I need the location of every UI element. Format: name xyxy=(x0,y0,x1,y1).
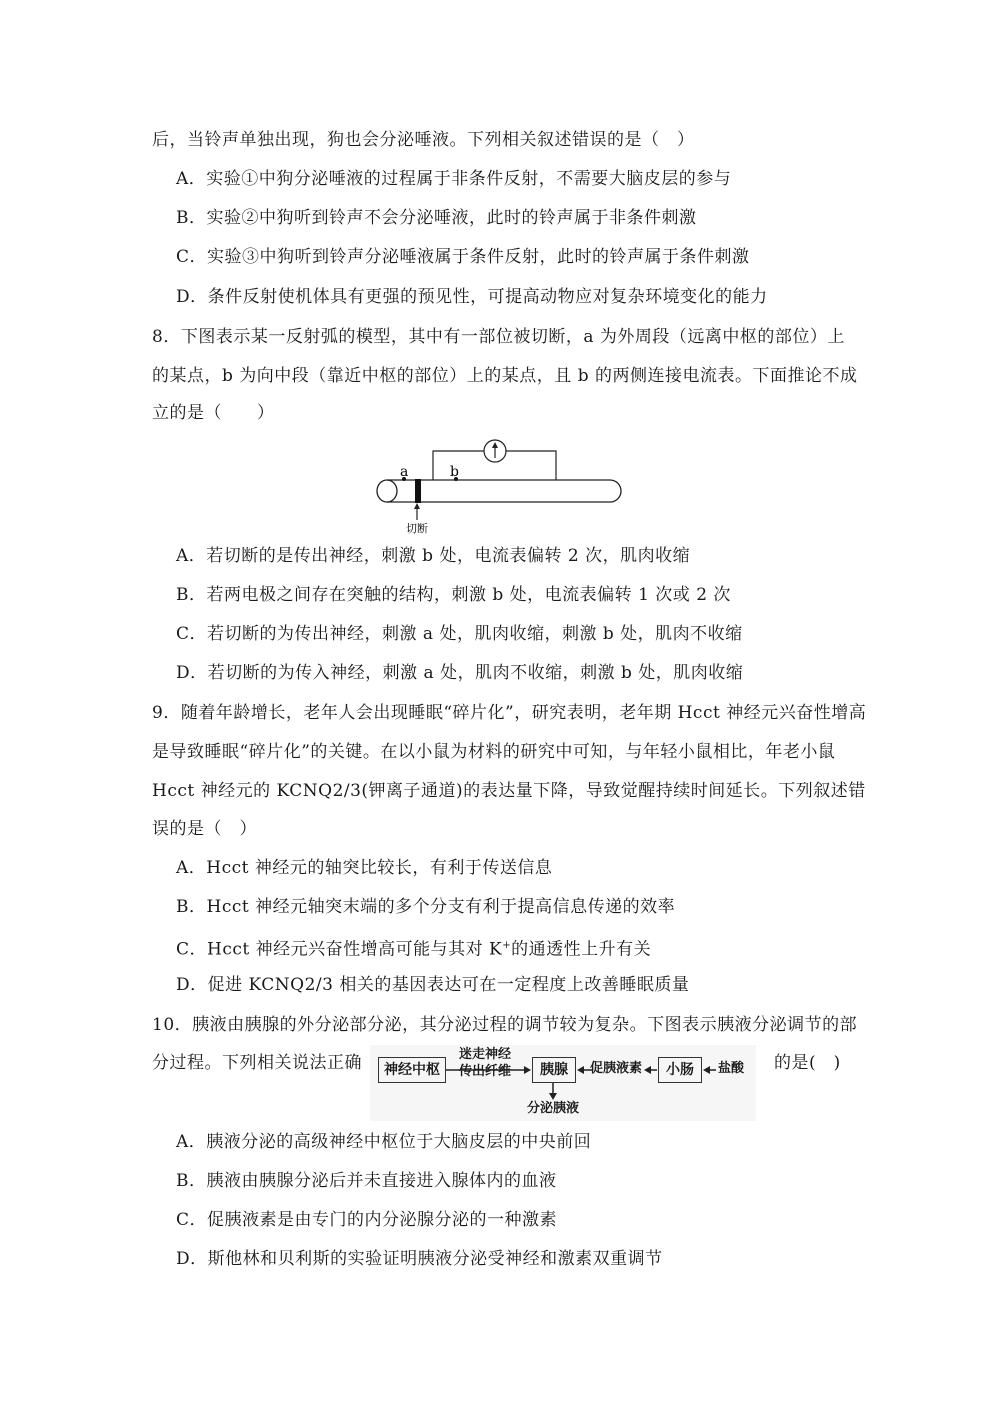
q7-option-d: D．条件反射使机体具有更强的预见性，可提高动物应对复杂环境变化的能力 xyxy=(176,287,768,307)
arrowhead-secretin xyxy=(644,1066,651,1074)
cut-arrow-head xyxy=(414,503,420,509)
q9-option-b: B．Hcct 神经元轴突末端的多个分支有利于提高信息传递的效率 xyxy=(176,897,676,917)
flow-arrows xyxy=(370,1045,756,1121)
label-hydrochloric-acid: 盐酸 xyxy=(717,1061,744,1076)
reflex-arc-figure xyxy=(370,434,630,534)
q10-option-a: A．胰液分泌的高级神经中枢位于大脑皮层的中央前回 xyxy=(176,1132,592,1152)
pancreas-flow-figure xyxy=(370,1045,756,1121)
q8-option-a: A．若切断的是传出神经，刺激 b 处，电流表偏转 2 次，肌肉收缩 xyxy=(176,546,691,566)
q8-option-c: C．若切断的为传出神经，刺激 a 处，肌肉收缩，刺激 b 处，肌肉不收缩 xyxy=(176,624,743,644)
galvanometer-icon xyxy=(484,440,506,462)
q8-stem-line1: 8．下图表示某一反射弧的模型，其中有一部位被切断，a 为外周段（远离中枢的部位）上 xyxy=(152,327,845,347)
q9-stem-line1: 9．随着年龄增长，老年人会出现睡眠“碎片化”，研究表明，老年期 Hcct 神经元兴奋性增高 xyxy=(152,703,867,723)
box-pancreas: 胰腺 xyxy=(532,1057,576,1083)
label-secrete-pancreatic-juice: 分泌胰液 xyxy=(526,1101,579,1116)
arrowhead-intestine xyxy=(703,1066,710,1074)
point-b-label: b xyxy=(450,464,459,480)
q9-option-c-superscript: + xyxy=(502,940,512,951)
q8-option-b: B．若两电极之间存在突触的结构，刺激 b 处，电流表偏转 1 次或 2 次 xyxy=(176,585,731,605)
cut-label: 切断 xyxy=(406,522,428,534)
q10-stem-line1: 10．胰液由胰腺的外分泌部分泌，其分泌过程的调节较为复杂。下图表示胰液分泌调节的部 xyxy=(152,1015,858,1035)
label-secretin: 促胰液素 xyxy=(589,1061,642,1076)
cut-site-mark xyxy=(415,479,421,503)
nerve-fiber-end xyxy=(377,480,397,502)
q10-stem-line2-right: 的是( ) xyxy=(774,1053,841,1073)
q9-stem-line4: 误的是（ ） xyxy=(152,819,257,839)
q7-stem: 后，当铃声单独出现，狗也会分泌唾液。下列相关叙述错误的是（ ） xyxy=(152,130,695,150)
label-efferent-fiber: 传出纤维 xyxy=(458,1064,511,1079)
box-small-intestine: 小肠 xyxy=(658,1057,702,1083)
q9-stem-line2: 是导致睡眠“碎片化”的关键。在以小鼠为材料的研究中可知，与年轻小鼠相比，年老小鼠 xyxy=(152,742,836,762)
q9-option-d: D．促进 KCNQ2/3 相关的基因表达可在一定程度上改善睡眠质量 xyxy=(176,975,690,995)
q7-option-c: C．实验③中狗听到铃声分泌唾液属于条件反射，此时的铃声属于条件刺激 xyxy=(176,247,750,267)
q9-option-c-text-post: 的通透性上升有关 xyxy=(511,939,652,960)
box-nerve-center: 神经中枢 xyxy=(378,1057,446,1083)
q10-option-c: C．促胰液素是由专门的内分泌腺分泌的一种激素 xyxy=(176,1210,558,1230)
nerve-fiber-right-end xyxy=(610,480,621,502)
q8-stem-line2: 的某点，b 为向中段（靠近中枢的部位）上的某点，且 b 的两侧连接电流表。下面推论不成 xyxy=(152,366,858,386)
label-vagus-nerve: 迷走神经 xyxy=(458,1047,511,1062)
point-a-label: a xyxy=(400,464,409,480)
q7-option-a: A．实验①中狗分泌唾液的过程属于非条件反射，不需要大脑皮层的参与 xyxy=(176,169,732,189)
q9-stem-line3: Hcct 神经元的 KCNQ2/3(钾离子通道)的表达量下降，导致觉醒持续时间延长。下列叙述错 xyxy=(152,781,866,801)
q7-option-b: B．实验②中狗听到铃声不会分泌唾液，此时的铃声属于非条件刺激 xyxy=(176,208,697,228)
q10-stem-line2-left: 分过程。下列相关说法正确 xyxy=(152,1053,362,1073)
arrowhead-output xyxy=(549,1093,557,1100)
q8-option-d: D．若切断的为传入神经，刺激 a 处，肌肉不收缩，刺激 b 处，肌肉收缩 xyxy=(176,663,744,683)
q9-option-a: A．Hcct 神经元的轴突比较长，有利于传送信息 xyxy=(176,858,553,878)
q8-stem-line3: 立的是（ ） xyxy=(152,403,275,423)
q10-option-b: B．胰液由胰腺分泌后并未直接进入腺体内的血液 xyxy=(176,1171,557,1191)
q9-option-c xyxy=(176,934,651,962)
arrowhead-pancreas-left xyxy=(524,1066,531,1074)
q9-option-c-text-pre: C．Hcct 神经元兴奋性增高可能与其对 K xyxy=(176,939,503,960)
arrowhead-pancreas-right xyxy=(577,1066,584,1074)
meter-wire-right xyxy=(506,451,556,480)
q10-option-d: D．斯他林和贝利斯的实验证明胰液分泌受神经和激素双重调节 xyxy=(176,1249,663,1269)
